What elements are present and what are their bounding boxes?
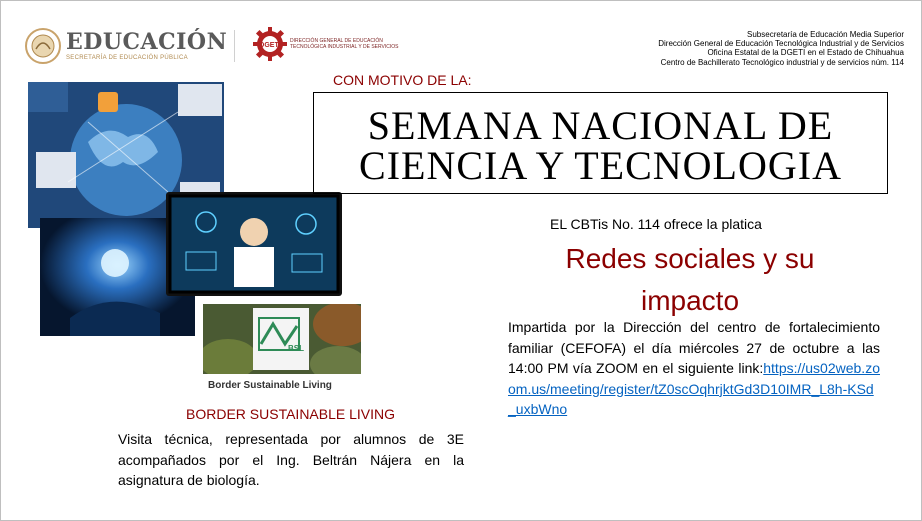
institution-line: Subsecretaría de Educación Media Superior [747,30,904,39]
bsl-logo-image [203,304,361,374]
cbtis-line: EL CBTis No. 114 ofrece la platica [550,216,762,232]
bsl-caption: Border Sustainable Living [208,380,332,391]
talk-title-line: Redes sociales y su [565,243,815,274]
dgeti-name: DIRECCIÓN GENERAL DE EDUCACIÓN TECNOLÓGICA INDUSTRIAL Y DE SERVICIOS [290,38,399,50]
event-title-line: SEMANA NACIONAL DE [367,103,834,148]
talk-title-line: impacto [640,285,740,316]
institution-block [658,30,904,67]
intro-label: CON MOTIVO DE LA: [333,72,472,88]
svg-text:DGETI: DGETI [259,42,281,49]
institution-line: Dirección General de Educación Tecnológica Industrial y de Servicios [658,39,904,49]
ai-monitor-image [166,192,342,296]
talk-title [530,238,850,322]
sep-emblem-icon [24,27,62,65]
sep-subtitle: SECRETARÍA DE EDUCACIÓN PÚBLICA [66,55,188,61]
talk-description [508,317,880,420]
bsl-logo-text: BSL [288,344,304,353]
dgeti-gear-icon [252,26,288,62]
event-title-line: CIENCIA Y TECNOLOGIA [359,143,842,188]
institution-line: Centro de Bachillerato Tecnológico industrial y de servicios núm. 114 [660,57,904,67]
bsl-description: Visita técnica, representada por alumnos de 3E acompañados por el Ing. Beltrán Nájera en la asignatura de biología. [118,431,464,488]
educacion-wordmark: EDUCACIÓN [66,29,228,55]
bsl-heading: BORDER SUSTAINABLE LIVING [186,406,396,422]
zoom-link[interactable]: https://us02web.zoom.us/meeting/register/tZ0scOqhrjktGd3D10IMR_L8h-KSd_uxbWno [508,360,880,417]
event-title [313,103,888,188]
talk-paragraph: Impartida por la Dirección del centro de fortalecimiento familiar (CEFOFA) el día miércoles 27 de octubre a las 14:00 PM vía ZOOM en el siguiente link: [508,319,880,376]
logo-divider [234,30,235,62]
institution-line: Oficina Estatal de la DGETI en el Estado de Chihuahua [707,48,904,58]
